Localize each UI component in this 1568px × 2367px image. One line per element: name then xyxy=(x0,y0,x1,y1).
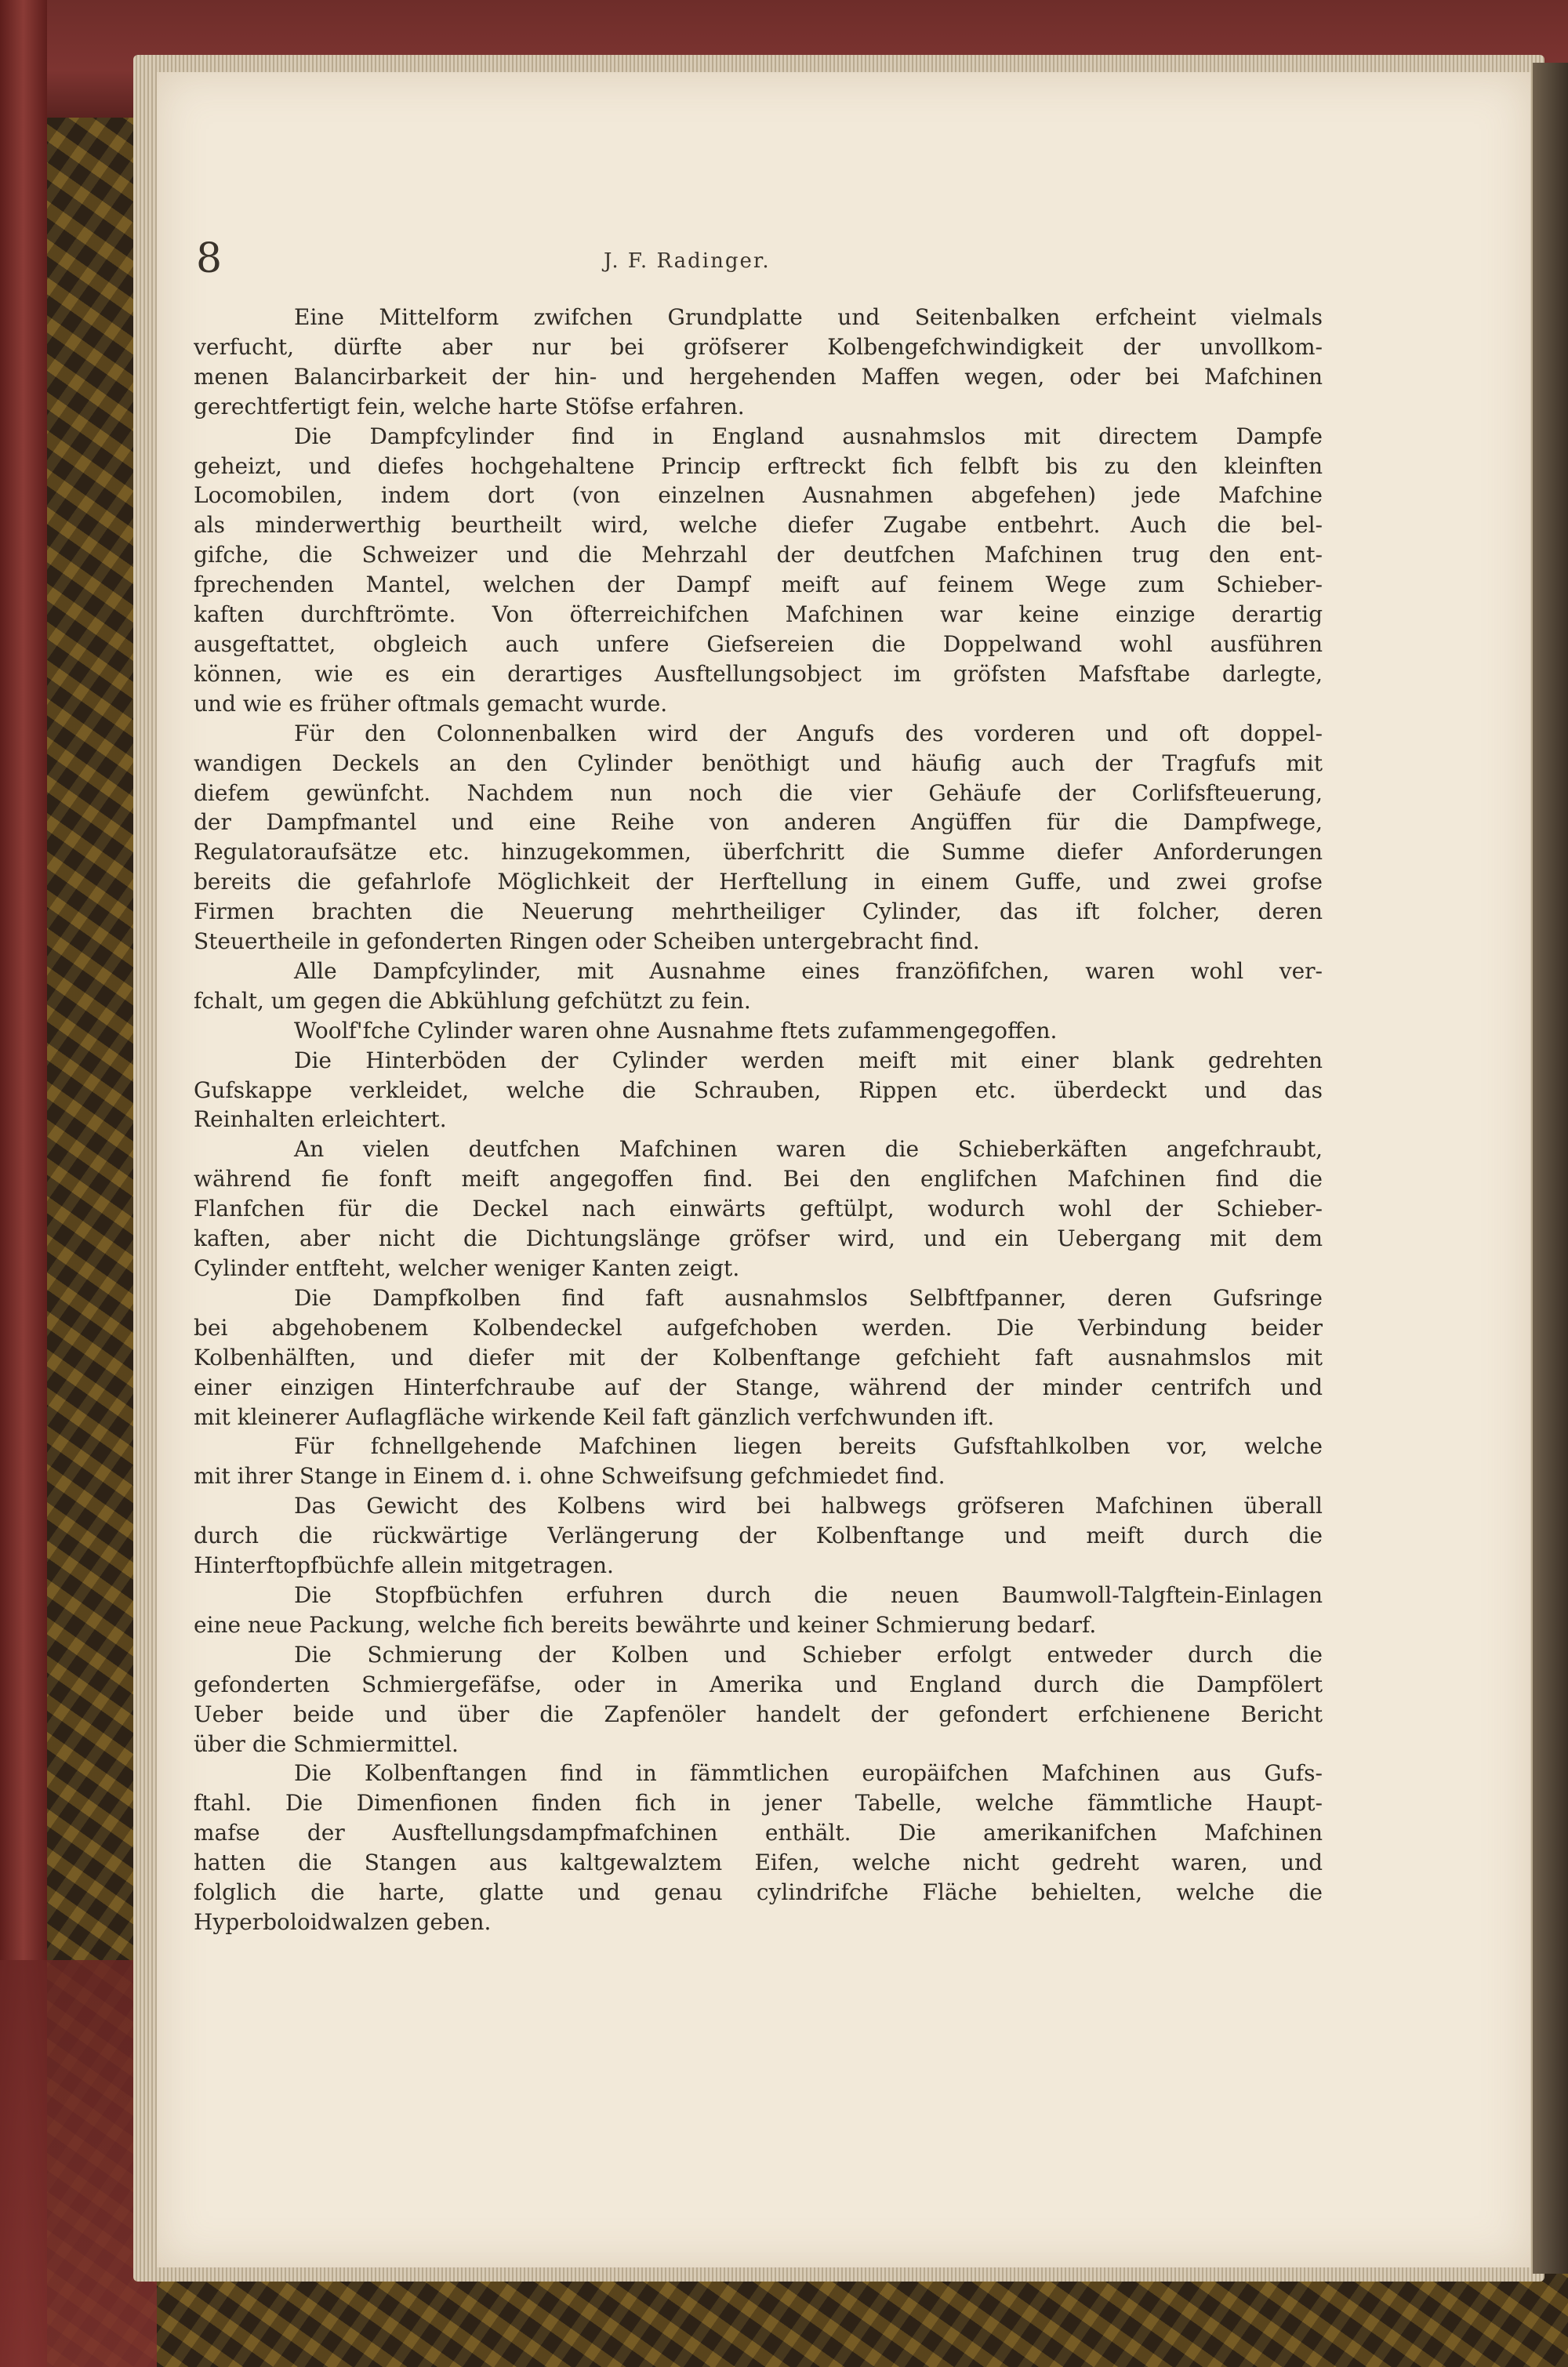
text-line: als minderwerthig beurtheilt wird, welche diefer Zugabe entbehrt. Auch die bel- xyxy=(194,512,1323,539)
text-line: gifche, die Schweizer und die Mehrzahl der deutfchen Mafchinen trug den ent- xyxy=(194,542,1323,568)
text-line: Die Dampfkolben find faft ausnahmslos Selbftfpanner, deren Gufsringe xyxy=(294,1284,1323,1311)
text-line: ftahl. Die Dimenfionen finden fich in jener Tabelle, welche fämmtliche Haupt- xyxy=(194,1790,1323,1817)
text-line: Locomobilen, indem dort (von einzelnen Ausnahmen abgefehen) jede Mafchine xyxy=(194,482,1323,509)
text-line: Für den Colonnenbalken wird der Angufs des vorderen und oft doppel- xyxy=(294,720,1323,746)
text-line: diefem gewünfcht. Nachdem nun noch die vier Gehäufe der Corlifsfteuerung, xyxy=(194,779,1323,806)
text-line: der Dampfmantel und eine Reihe von anderen Angüffen für die Dampfwege, xyxy=(194,809,1323,836)
text-line: mit ihrer Stange in Einem d. i. ohne Schweifsung gefchmiedet find. xyxy=(194,1463,946,1490)
text-line: über die Schmiermittel. xyxy=(194,1730,459,1757)
text-line: Woolf'fche Cylinder waren ohne Ausnahme ftets zufammengegoffen. xyxy=(294,1017,1058,1044)
text-line: Alle Dampfcylinder, mit Ausnahme eines franzöfifchen, waren wohl ver- xyxy=(294,957,1323,984)
text-line: Gufskappe verkleidet, welche die Schrauben, Rippen etc. überdeckt und das xyxy=(194,1076,1323,1103)
text-line: folglich die harte, glatte und genau cylindrifche Fläche behielten, welche die xyxy=(194,1879,1323,1906)
text-line: mit kleinerer Auflagfläche wirkende Keil faft gänzlich verfchwunden ift. xyxy=(194,1403,995,1430)
text-line: verfucht, dürfte aber nur bei gröfserer Kolbengefchwindigkeit der unvollkom- xyxy=(194,333,1323,360)
text-line: Die Kolbenftangen find in fämmtlichen europäifchen Mafchinen aus Gufs- xyxy=(294,1760,1323,1787)
text-line: menen Balancirbarkeit der hin- und hergehenden Maffen wegen, oder bei Mafchinen xyxy=(194,363,1323,390)
text-line: wandigen Deckels an den Cylinder benöthigt und häufig auch der Tragfufs mit xyxy=(194,750,1323,776)
text-line: Die Dampfcylinder find in England ausnahmslos mit directem Dampfe xyxy=(294,423,1323,449)
text-line: Ueber beide und über die Zapfenöler handelt der gefondert erfchienene Bericht xyxy=(194,1701,1323,1727)
text-line: Die Hinterböden der Cylinder werden meift mit einer blank gedrehten xyxy=(294,1047,1323,1073)
text-line: hatten die Stangen aus kaltgewalztem Eifen, welche nicht gedreht waren, und xyxy=(194,1850,1323,1876)
text-line: durch die rückwärtige Verlängerung der Kolbenftange und meift durch die xyxy=(194,1523,1323,1549)
text-line: Hyperboloidwalzen geben. xyxy=(194,1908,492,1935)
page-header xyxy=(196,235,1325,282)
text-line: Flanfchen für die Deckel nach einwärts geftülpt, wodurch wohl der Schieber- xyxy=(194,1196,1323,1222)
text-line: bei abgehobenem Kolbendeckel aufgefchoben werden. Die Verbindung beider xyxy=(194,1314,1323,1341)
text-line: gerechtfertigt fein, welche harte Stöfse erfahren. xyxy=(194,393,745,419)
text-line: können, wie es ein derartiges Ausftellungsobject im gröfsten Mafsftabe darlegte, xyxy=(194,660,1323,687)
body-text xyxy=(194,303,1323,1937)
text-line: kaften durchftrömte. Von öfterreichifchen Mafchinen war keine einzige derartig xyxy=(194,601,1323,628)
text-line: Cylinder entfteht, welcher weniger Kanten zeigt. xyxy=(194,1255,740,1281)
text-line: während fie fonft meift angegoffen find. Bei den englifchen Mafchinen find die xyxy=(194,1166,1323,1193)
text-line: bereits die gefahrlofe Möglichkeit der Herftellung in einem Guffe, und zwei grofse xyxy=(194,869,1323,895)
text-line: eine neue Packung, welche fich bereits bewährte und keiner Schmierung bedarf. xyxy=(194,1611,1097,1638)
text-line: mafse der Ausftellungsdampfmafchinen enthält. Die amerikanifchen Mafchinen xyxy=(194,1820,1323,1846)
text-line: Das Gewicht des Kolbens wird bei halbwegs gröfseren Mafchinen überall xyxy=(294,1493,1323,1519)
text-line: gefonderten Schmiergefäfse, oder in Amerika und England durch die Dampfölert xyxy=(194,1671,1323,1697)
text-line: fprechenden Mantel, welchen der Dampf meift auf feinem Wege zum Schieber- xyxy=(194,572,1323,598)
text-line: Steuertheile in gefonderten Ringen oder Scheiben untergebracht find. xyxy=(194,928,980,955)
text-line: und wie es früher oftmals gemacht wurde. xyxy=(194,690,668,717)
text-line: Reinhalten erleichtert. xyxy=(194,1106,447,1133)
text-line: geheizt, und diefes hochgehaltene Princip erftreckt fich felbft bis zu den kleinften xyxy=(194,452,1323,479)
right-page-edge xyxy=(1533,63,1568,2274)
text-line: Die Schmierung der Kolben und Schieber erfolgt entweder durch die xyxy=(294,1641,1323,1668)
text-line: fchalt, um gegen die Abkühlung gefchützt zu fein. xyxy=(194,987,751,1014)
text-line: kaften, aber nicht die Dichtungslänge gröfser wird, und ein Uebergang mit dem xyxy=(194,1225,1323,1252)
text-line: Firmen brachten die Neuerung mehrtheiliger Cylinder, das ift folcher, deren xyxy=(194,899,1323,925)
text-line: Für fchnellgehende Mafchinen liegen bereits Gufsftahlkolben vor, welche xyxy=(294,1433,1323,1460)
text-line: An vielen deutfchen Mafchinen waren die Schieberkäften angefchraubt, xyxy=(294,1136,1323,1163)
text-line: Die Stopfbüchfen erfuhren durch die neuen Baumwoll-Talgftein-Einlagen xyxy=(294,1581,1323,1608)
running-head: J. F. Radinger. xyxy=(604,249,771,273)
page-number: 8 xyxy=(196,235,223,282)
text-line: Regulatoraufsätze etc. hinzugekommen, überfchritt die Summe diefer Anforderungen xyxy=(194,839,1323,866)
text-line: einer einzigen Hinterfchraube auf der Stange, während der minder centrifch und xyxy=(194,1374,1323,1400)
text-line: ausgeftattet, obgleich auch unfere Giefsereien die Doppelwand wohl ausführen xyxy=(194,630,1323,657)
text-line: Hinterftopfbüchfe allein mitgetragen. xyxy=(194,1552,614,1579)
text-line: Eine Mittelform zwifchen Grundplatte und Seitenbalken erfcheint vielmals xyxy=(294,304,1323,330)
text-line: Kolbenhälften, und diefer mit der Kolbenftange gefchieht faft ausnahmslos mit xyxy=(194,1344,1323,1370)
